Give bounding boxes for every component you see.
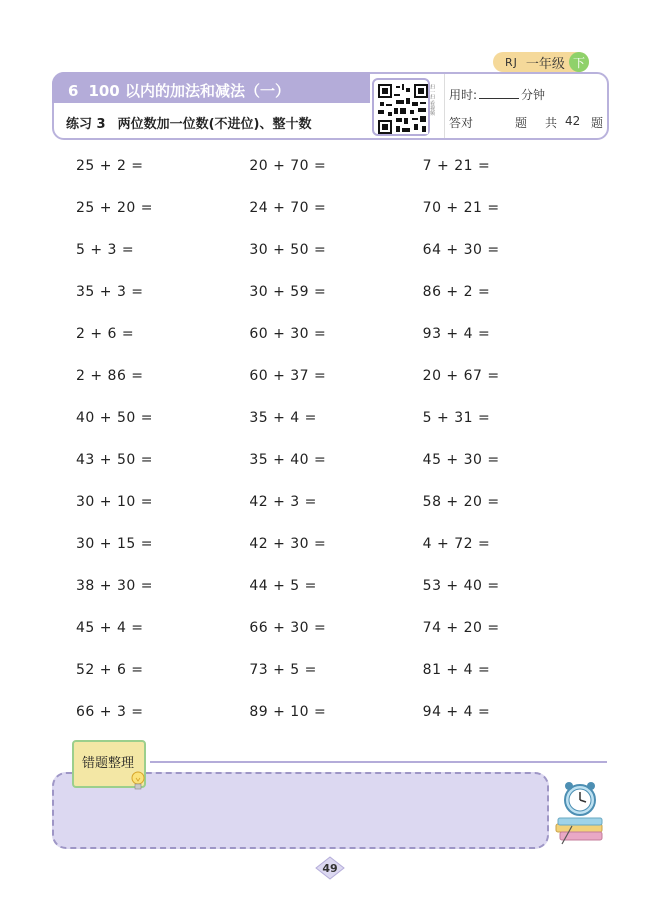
total-count: 42: [565, 114, 581, 128]
ti-label-2: 题: [591, 116, 604, 130]
score-box: [444, 74, 609, 138]
problem-item[interactable]: 60 + 30 =: [249, 326, 327, 342]
ti-label-1: 题: [515, 116, 528, 130]
problem-item[interactable]: 25 + 20 =: [76, 200, 153, 216]
problem-item[interactable]: 24 + 70 =: [249, 200, 327, 216]
problem-item[interactable]: 2 + 86 =: [76, 368, 144, 384]
problem-row: [76, 407, 596, 449]
problem-item[interactable]: 52 + 6 =: [76, 662, 144, 678]
problem-grid: [76, 155, 596, 743]
problem-item[interactable]: 70 + 21 =: [422, 200, 500, 216]
problem-item[interactable]: 53 + 40 =: [422, 578, 500, 594]
problem-item[interactable]: 30 + 59 =: [249, 284, 327, 300]
problem-item[interactable]: 2 + 6 =: [76, 326, 135, 342]
problem-item[interactable]: 86 + 2 =: [422, 284, 491, 300]
error-section-label: 错题整理: [82, 756, 135, 771]
problem-item[interactable]: 35 + 3 =: [76, 284, 144, 300]
problem-item[interactable]: 38 + 30 =: [76, 578, 153, 594]
grade-tag: [493, 52, 589, 72]
problem-item[interactable]: 73 + 5 =: [249, 662, 317, 678]
exercise-title-text: 两位数加一位数(不进位)、整十数: [117, 117, 312, 132]
problem-item[interactable]: 93 + 4 =: [422, 326, 491, 342]
problem-row: [76, 365, 596, 407]
worksheet-header: [52, 72, 609, 140]
unit-title-text: 100 以内的加法和减法（一）: [88, 82, 290, 100]
alarm-clock-icon: [552, 778, 608, 846]
time-row: [449, 86, 545, 103]
problem-item[interactable]: 60 + 37 =: [249, 368, 327, 384]
series-label: RJ: [505, 55, 518, 69]
problem-item[interactable]: 64 + 30 =: [422, 242, 500, 258]
problem-item[interactable]: 89 + 10 =: [249, 704, 327, 720]
problem-row: [76, 659, 596, 701]
problem-row: [76, 617, 596, 659]
problem-item[interactable]: 43 + 50 =: [76, 452, 153, 468]
problem-item[interactable]: 74 + 20 =: [422, 620, 500, 636]
problem-item[interactable]: 4 + 72 =: [422, 536, 491, 552]
problem-row: [76, 239, 596, 281]
unit-title: [68, 80, 290, 101]
qr-caption: 扫一扫 看视频: [429, 84, 435, 116]
problem-item[interactable]: 44 + 5 =: [249, 578, 317, 594]
grade-label: 一年级: [525, 56, 565, 72]
problem-row: [76, 197, 596, 239]
problem-row: [76, 323, 596, 365]
problem-item[interactable]: 5 + 31 =: [422, 410, 491, 426]
section-divider: [150, 761, 607, 763]
problem-row: [76, 155, 596, 197]
problem-item[interactable]: 30 + 50 =: [249, 242, 327, 258]
problem-item[interactable]: 30 + 15 =: [76, 536, 153, 552]
exercise-band: [62, 106, 367, 134]
exercise-title: [66, 113, 311, 132]
time-blank[interactable]: [479, 89, 519, 99]
qr-code-icon: [378, 84, 428, 134]
problem-row: [76, 491, 596, 533]
problem-item[interactable]: 30 + 10 =: [76, 494, 153, 510]
time-unit: 分钟: [521, 88, 546, 102]
problem-item[interactable]: 66 + 3 =: [76, 704, 144, 720]
problem-item[interactable]: 81 + 4 =: [422, 662, 491, 678]
problem-item[interactable]: 45 + 30 =: [422, 452, 500, 468]
problem-row: [76, 575, 596, 617]
problem-item[interactable]: 58 + 20 =: [422, 494, 500, 510]
problem-item[interactable]: 66 + 30 =: [249, 620, 327, 636]
problem-item[interactable]: 25 + 2 =: [76, 158, 144, 174]
problem-item[interactable]: 40 + 50 =: [76, 410, 153, 426]
problem-row: [76, 533, 596, 575]
lightbulb-icon: [130, 770, 146, 792]
problem-item[interactable]: 42 + 3 =: [249, 494, 317, 510]
problem-item[interactable]: 5 + 3 =: [76, 242, 135, 258]
answered-label: 答对: [449, 116, 474, 130]
total-label: 共: [545, 116, 558, 130]
problem-item[interactable]: 45 + 4 =: [76, 620, 144, 636]
problem-item[interactable]: 94 + 4 =: [422, 704, 491, 720]
problem-item[interactable]: 35 + 40 =: [249, 452, 327, 468]
exercise-label: 练习 3: [66, 117, 106, 132]
problem-item[interactable]: 42 + 30 =: [249, 536, 327, 552]
page-number-text: 49: [322, 861, 338, 875]
problem-item[interactable]: 20 + 70 =: [249, 158, 327, 174]
time-label: 用时:: [449, 88, 478, 102]
page-number: [315, 856, 345, 880]
problem-item[interactable]: 20 + 67 =: [422, 368, 500, 384]
problem-item[interactable]: 7 + 21 =: [422, 158, 491, 174]
problem-row: [76, 281, 596, 323]
problem-item[interactable]: 35 + 4 =: [249, 410, 317, 426]
score-row: [449, 114, 609, 131]
unit-number: 6: [68, 82, 79, 100]
qr-code[interactable]: [372, 78, 430, 136]
problem-row: [76, 449, 596, 491]
problem-row: [76, 701, 596, 743]
term-badge: 下: [569, 52, 589, 72]
